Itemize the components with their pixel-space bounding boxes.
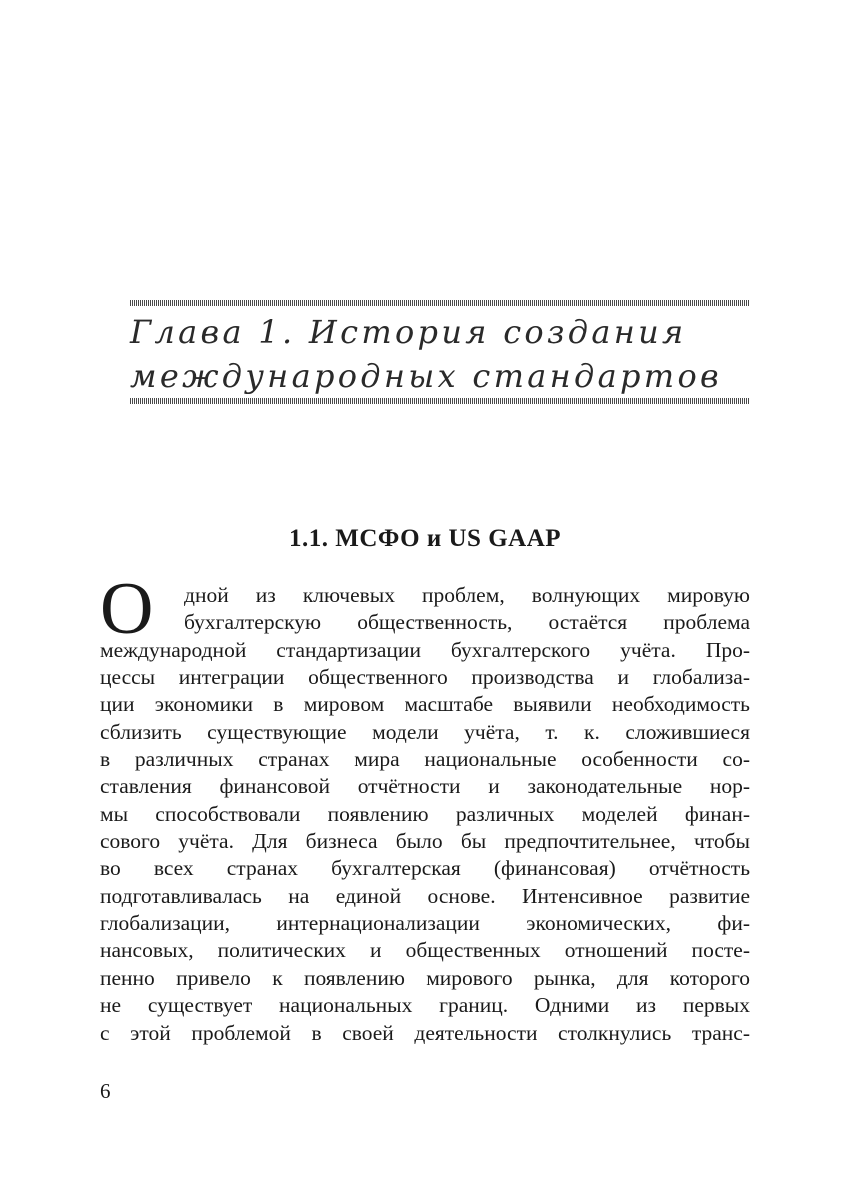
text-line: подготавливалась на единой основе. Интенсивное развитие [100, 883, 750, 908]
text-line: не существует национальных границ. Одними из первых [100, 993, 750, 1018]
page-number: 6 [100, 1079, 111, 1103]
text-line: международной стандартизации бухгалтерского учёта. Про- [100, 637, 750, 662]
chapter-title [130, 310, 770, 398]
text-line: бухгалтерскую общественность, остаётся проблема [184, 610, 750, 635]
text-line: глобализации, интернационализации экономических, фи- [100, 911, 750, 936]
chapter-rule-top [130, 300, 750, 306]
text-line: сблизить существующие модели учёта, т. к. сложившиеся [100, 719, 750, 744]
text-line: в различных странах мира национальные особенности со- [100, 747, 750, 772]
body-paragraph [100, 582, 750, 1047]
drop-cap: О [100, 568, 154, 650]
chapter-rule-bottom [130, 398, 750, 404]
text-line: с этой проблемой в своей деятельности столкнулись транс- [100, 1020, 750, 1045]
text-line: пенно привело к появлению мирового рынка, для которого [100, 965, 750, 990]
text-line: сового учёта. Для бизнеса было бы предпочтительнее, чтобы [100, 829, 750, 854]
text-line: ставления финансовой отчётности и законодательные нор- [100, 774, 750, 799]
text-line: мы способствовали появлению различных моделей финан- [100, 801, 750, 826]
chapter-title-line-2: международных стандартов [130, 357, 722, 395]
text-line: ции экономики в мировом масштабе выявили необходимость [100, 692, 750, 717]
section-title: 1.1. МСФО и US GAAP [288, 525, 562, 552]
text-line: дной из ключевых проблем, волнующих мировую [184, 583, 750, 607]
text-line: нансовых, политических и общественных отношений посте- [100, 938, 750, 963]
text-line: цессы интеграции общественного производства и глобализа- [100, 665, 750, 690]
text-line: во всех странах бухгалтерская (финансовая) отчётность [100, 856, 750, 881]
chapter-title-line-1: Глава 1. История создания [130, 313, 687, 351]
